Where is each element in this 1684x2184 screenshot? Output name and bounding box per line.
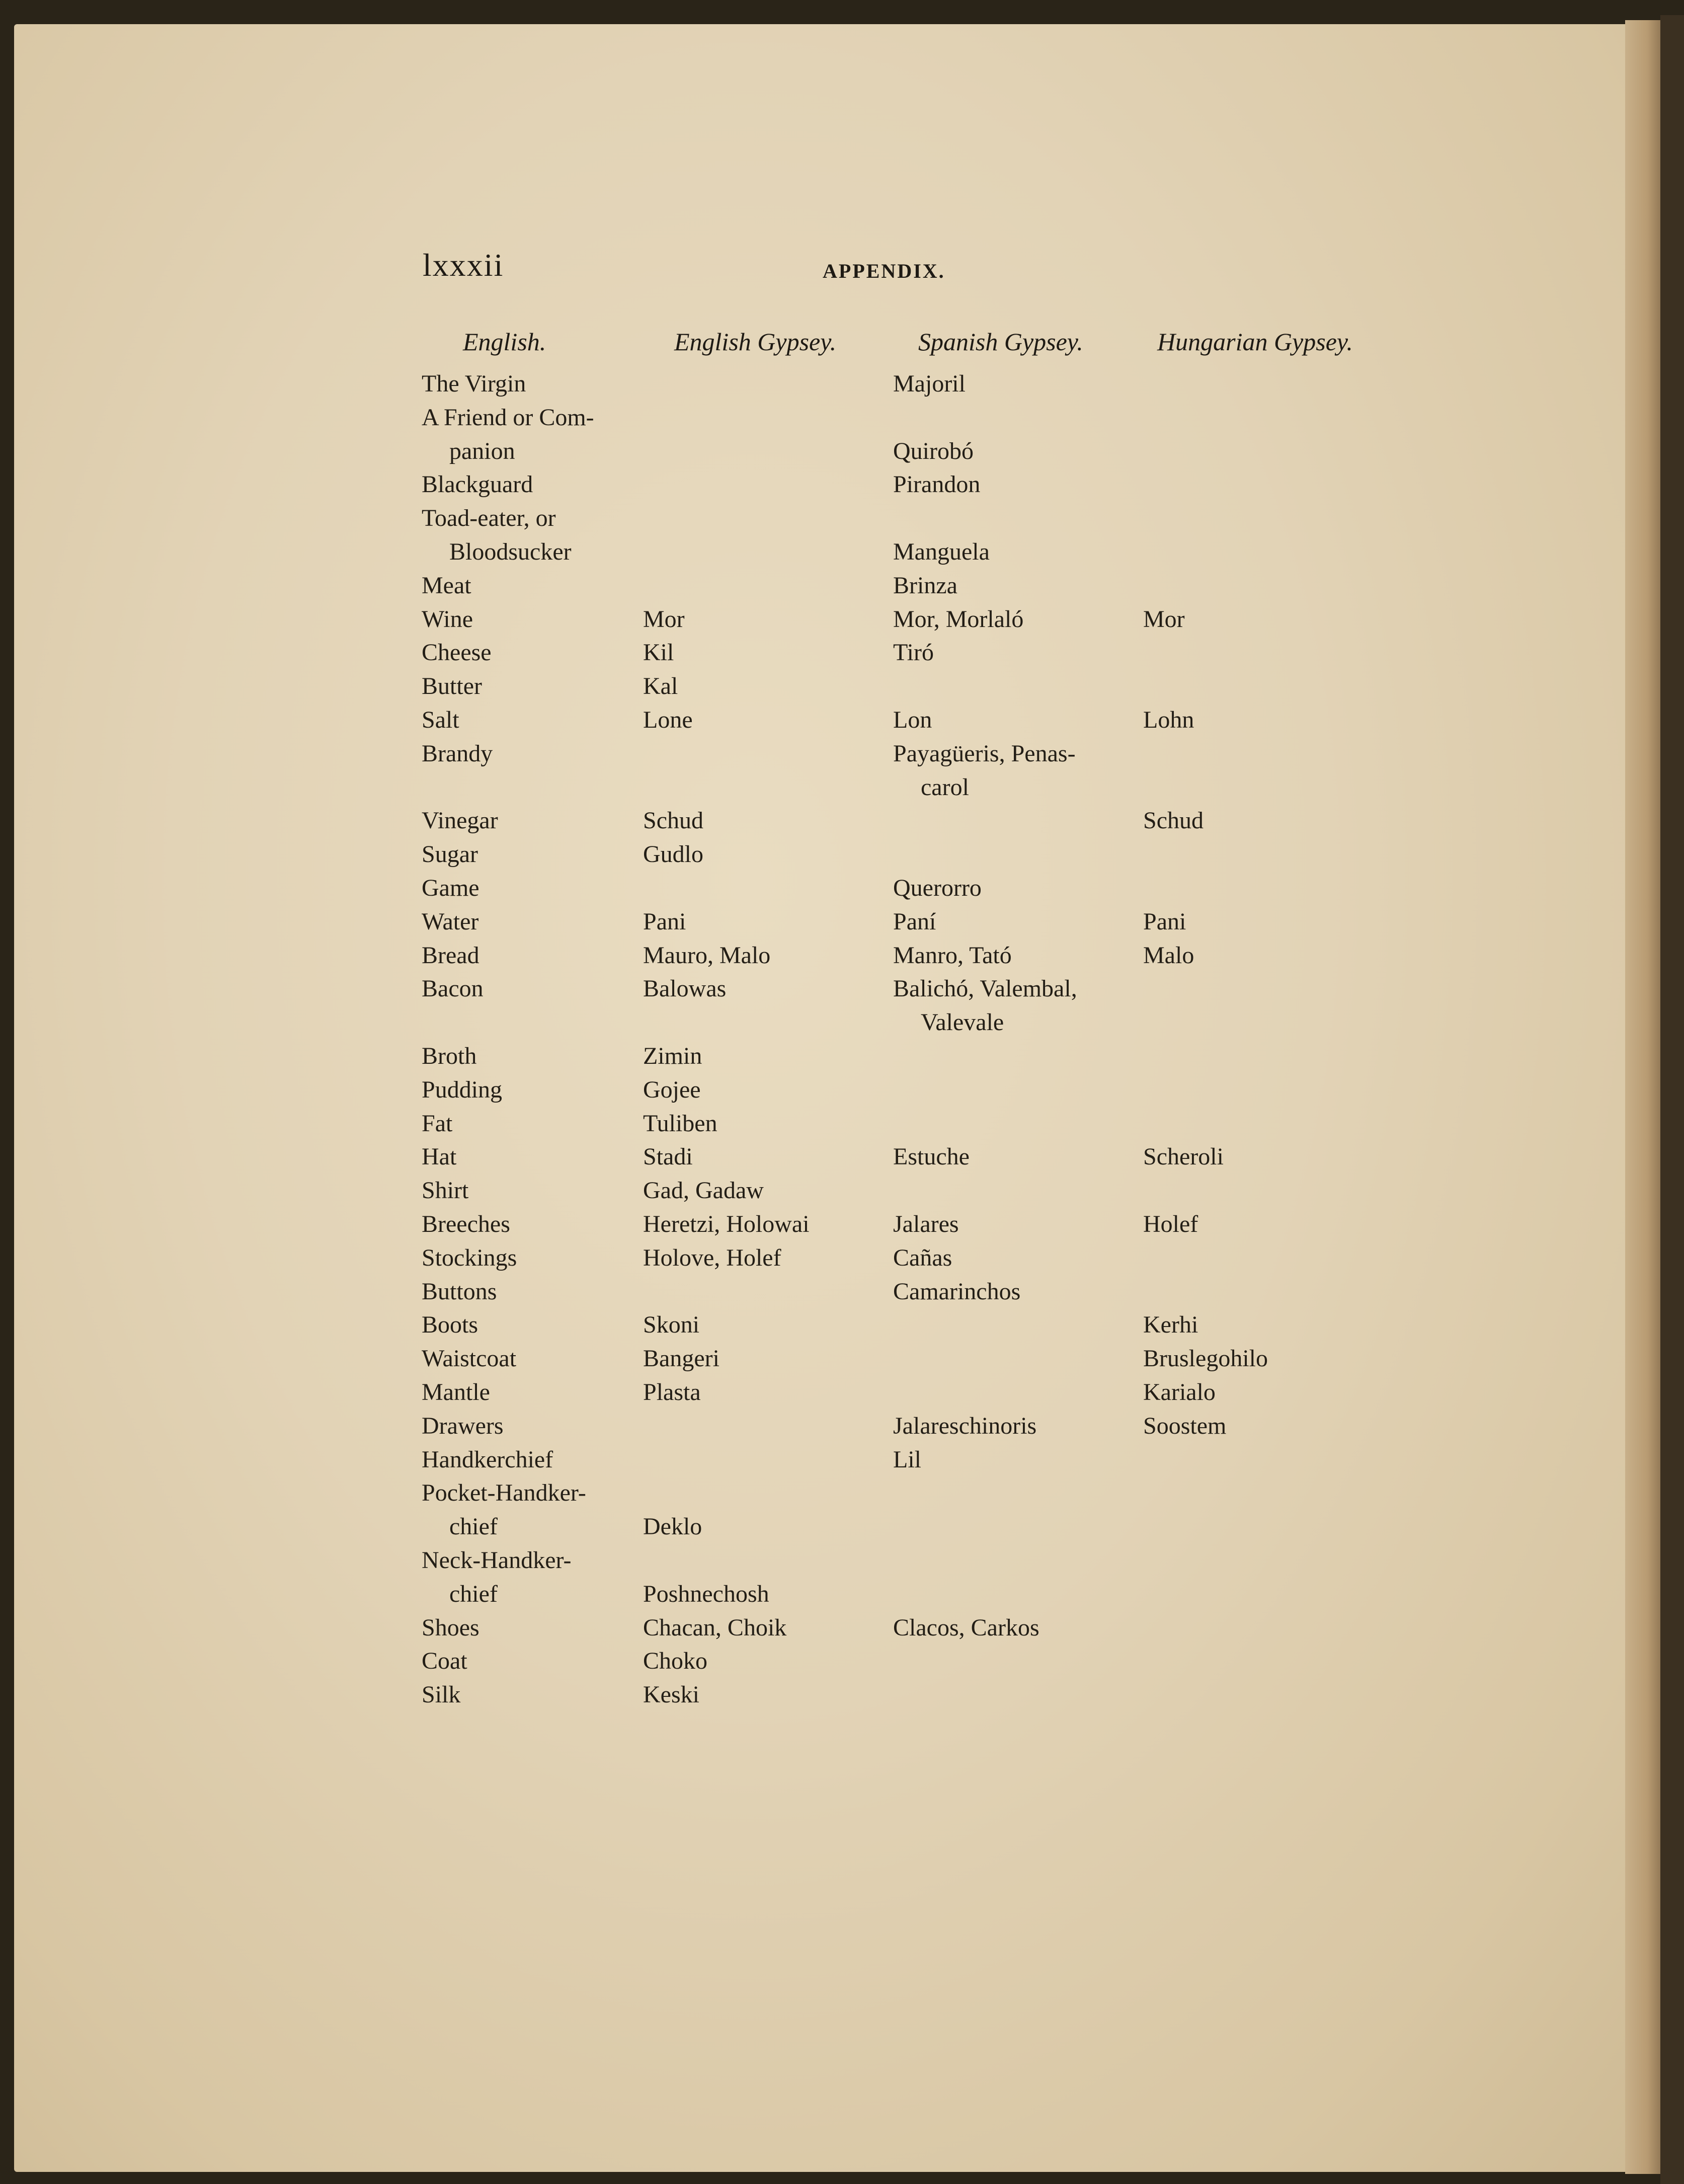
cell-spanish-gypsey: Pirandon	[893, 471, 981, 498]
cell-english: Pudding	[422, 1076, 503, 1103]
cell-english-gypsey: Schud	[643, 807, 703, 834]
cell-hungarian-gypsey: Bruslegohilo	[1143, 1345, 1268, 1372]
cell-english: Handkerchief	[422, 1446, 553, 1473]
cell-english-gypsey: Skoni	[643, 1311, 700, 1338]
cell-english: The Virgin	[422, 370, 526, 397]
cell-english: Bread	[422, 942, 479, 969]
cell-english: A Friend or Com-	[422, 404, 594, 431]
cell-english: chief	[449, 1581, 498, 1607]
cell-spanish-gypsey: Quirobó	[893, 438, 974, 464]
cell-english-gypsey: Gudlo	[643, 841, 703, 868]
cell-spanish-gypsey: Valevale	[921, 1009, 1004, 1036]
cell-spanish-gypsey: Lon	[893, 707, 932, 733]
cell-english-gypsey: Bangeri	[643, 1345, 719, 1372]
cell-english: panion	[449, 438, 515, 464]
cell-english: Bacon	[422, 975, 484, 1002]
cell-english: Waistcoat	[422, 1345, 517, 1372]
cell-hungarian-gypsey: Scheroli	[1143, 1143, 1224, 1170]
cell-spanish-gypsey: Balichó, Valembal,	[893, 975, 1077, 1002]
cell-english: chief	[449, 1513, 498, 1540]
cell-english: Cheese	[422, 639, 492, 666]
cell-english-gypsey: Kal	[643, 673, 678, 699]
cell-english: Game	[422, 875, 479, 901]
cell-english: Buttons	[422, 1278, 497, 1305]
cell-spanish-gypsey: Jalareschinoris	[893, 1413, 1037, 1439]
page-title: APPENDIX.	[823, 260, 945, 282]
cell-english-gypsey: Deklo	[643, 1513, 702, 1540]
cell-spanish-gypsey: Payagüeris, Penas-	[893, 740, 1076, 767]
cell-spanish-gypsey: Brinza	[893, 572, 957, 599]
cell-hungarian-gypsey: Holef	[1143, 1211, 1198, 1237]
cell-spanish-gypsey: Manro, Tató	[893, 942, 1012, 969]
page-edge	[1660, 15, 1684, 2184]
cell-english-gypsey: Poshnechosh	[643, 1581, 769, 1607]
cell-english-gypsey: Pani	[643, 908, 686, 935]
cell-english: Fat	[422, 1110, 453, 1137]
cell-spanish-gypsey: Querorro	[893, 875, 982, 901]
cell-english: Breeches	[422, 1211, 510, 1237]
cell-hungarian-gypsey: Mor	[1143, 606, 1185, 633]
cell-english: Salt	[422, 707, 459, 733]
cell-english-gypsey: Heretzi, Holowai	[643, 1211, 810, 1237]
cell-english: Toad-eater, or	[422, 505, 556, 531]
cell-english: Water	[422, 908, 479, 935]
cell-english-gypsey: Chacan, Choik	[643, 1614, 787, 1641]
cell-english: Butter	[422, 673, 482, 699]
cell-english-gypsey: Stadi	[643, 1143, 693, 1170]
cell-hungarian-gypsey: Malo	[1143, 942, 1194, 969]
cell-hungarian-gypsey: Kerhi	[1143, 1311, 1198, 1338]
cell-english: Blackguard	[422, 471, 533, 498]
column-header-english-gypsey: English Gypsey.	[674, 328, 837, 356]
cell-english-gypsey: Plasta	[643, 1379, 701, 1406]
column-header-hungarian-gypsey: Hungarian Gypsey.	[1157, 328, 1353, 356]
cell-english-gypsey: Mor	[643, 606, 685, 633]
cell-english-gypsey: Tuliben	[643, 1110, 717, 1137]
cell-english: Vinegar	[422, 807, 498, 834]
cell-english: Shirt	[422, 1177, 469, 1204]
cell-spanish-gypsey: Manguela	[893, 538, 990, 565]
cell-english-gypsey: Balowas	[643, 975, 727, 1002]
cell-hungarian-gypsey: Soostem	[1143, 1413, 1227, 1439]
cell-spanish-gypsey: Mor, Morlaló	[893, 606, 1024, 633]
cell-english-gypsey: Zimin	[643, 1043, 702, 1069]
cell-english: Pocket-Handker-	[422, 1479, 586, 1506]
cell-english: Drawers	[422, 1413, 504, 1439]
cell-spanish-gypsey: Clacos, Carkos	[893, 1614, 1039, 1641]
cell-english-gypsey: Lone	[643, 707, 693, 733]
cell-english: Mantle	[422, 1379, 490, 1406]
cell-english: Bloodsucker	[449, 538, 572, 565]
cell-hungarian-gypsey: Lohn	[1143, 707, 1194, 733]
cell-english: Brandy	[422, 740, 493, 767]
cell-spanish-gypsey: Estuche	[893, 1143, 970, 1170]
cell-english: Meat	[422, 572, 471, 599]
cell-english-gypsey: Holove, Holef	[643, 1244, 781, 1271]
page-number: lxxxii	[423, 247, 504, 283]
cell-english: Silk	[422, 1681, 461, 1708]
cell-english: Stockings	[422, 1244, 517, 1271]
cell-hungarian-gypsey: Schud	[1143, 807, 1204, 834]
cell-english: Hat	[422, 1143, 457, 1170]
cell-spanish-gypsey: Majoril	[893, 370, 966, 397]
cell-english: Broth	[422, 1043, 477, 1069]
cell-spanish-gypsey: Cañas	[893, 1244, 952, 1271]
cell-english-gypsey: Choko	[643, 1648, 708, 1674]
cell-english: Boots	[422, 1311, 478, 1338]
cell-spanish-gypsey: carol	[921, 774, 969, 801]
column-header-spanish-gypsey: Spanish Gypsey.	[918, 328, 1083, 356]
cell-spanish-gypsey: Jalares	[893, 1211, 959, 1237]
cell-english-gypsey: Keski	[643, 1681, 699, 1708]
cell-english: Wine	[422, 606, 473, 633]
cell-english: Neck-Handker-	[422, 1547, 572, 1574]
cell-english-gypsey: Gojee	[643, 1076, 701, 1103]
cell-english-gypsey: Mauro, Malo	[643, 942, 771, 969]
cell-spanish-gypsey: Lil	[893, 1446, 921, 1473]
cell-hungarian-gypsey: Pani	[1143, 908, 1186, 935]
cell-spanish-gypsey: Camarinchos	[893, 1278, 1021, 1305]
cell-spanish-gypsey: Tiró	[893, 639, 934, 666]
cell-english: Sugar	[422, 841, 478, 868]
cell-english: Coat	[422, 1648, 467, 1674]
cell-english-gypsey: Kil	[643, 639, 674, 666]
column-header-english: English.	[463, 328, 546, 356]
cell-spanish-gypsey: Paní	[893, 908, 936, 935]
cell-english-gypsey: Gad, Gadaw	[643, 1177, 764, 1204]
cell-hungarian-gypsey: Karialo	[1143, 1379, 1216, 1406]
cell-english: Shoes	[422, 1614, 479, 1641]
